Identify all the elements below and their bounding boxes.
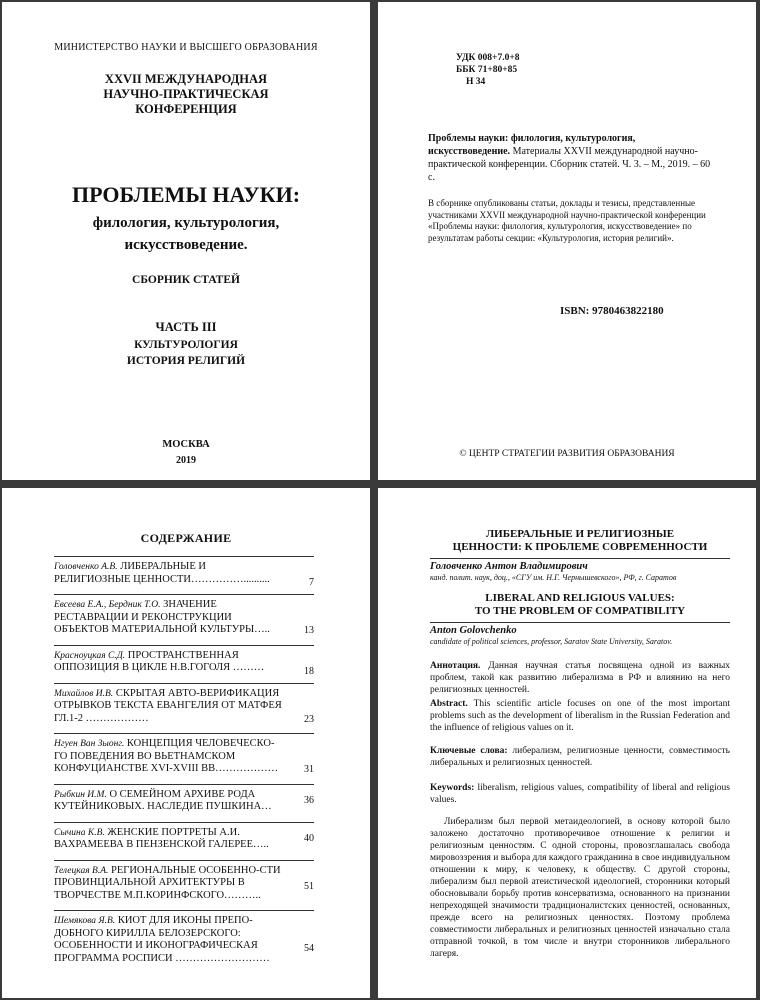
toc-author: Рыбкин И.М.: [54, 789, 107, 800]
abstract-en: [430, 698, 730, 734]
toc-entry[interactable]: [54, 784, 314, 822]
conference-line: XXVII МЕЖДУНАРОДНАЯ: [104, 72, 268, 86]
toc-page-number: 31: [304, 764, 314, 775]
title-line: ЦЕННОСТИ: К ПРОБЛЕМЕ СОВРЕМЕННОСТИ: [452, 541, 708, 553]
part-label: ЧАСТЬ III: [155, 320, 217, 334]
author-affiliation-en: candidate of political sciences, professor, Saratov State University, Saratov.: [430, 637, 673, 646]
toc-author: Телецкая В.А.: [54, 865, 109, 876]
toc-author: Сычина К.В.: [54, 827, 105, 838]
toc-list: [54, 556, 314, 973]
book-title: ПРОБЛЕМЫ НАУКИ:: [71, 182, 301, 207]
keywords-text: liberalism, religious values, compatibility of liberal and religious values.: [430, 783, 730, 805]
contents-page: [2, 488, 370, 998]
bib-details: Материалы XXVII международной научно-практической конференции. Сборник статей. Ч. 3. – М., 2019. – 60 с.: [428, 146, 711, 183]
toc-entry-title: РЕГИОНАЛЬНЫЕ ОСОБЕННО-СТИ ПРОВИНЦИАЛЬНОЙ АРХИТЕКТУРЫ В ТВОРЧЕСТВЕ М.П.КОРИНФСКОГО………..: [54, 864, 281, 901]
toc-author: Красноуцкая С.Д.: [54, 650, 126, 661]
author-name-en: Anton Golovchenko: [430, 622, 730, 636]
toc-entry[interactable]: [54, 594, 314, 645]
toc-page-number: 18: [304, 665, 314, 677]
article-body: Либерализм был первой метаидеологией, в основу которой было заложено достаточно противоречивое отношение к религии и религиозным ценностям. С одной стороны, провозглашалась свобода мировоззрения и выбора для каждого гражданина в свое индивидуальном отношении к миру, к человеку, к обществу. С другой стороны, либерализм был первой атеистической идеологией, сторонники который обосновывали борьбу против консерватизма, основанного на признании непреходящей значимости традиционалистских ценностей, основанных, прежде всего на религиозных ценностях. Поэтому проблема совместимости либеральных и религиозных ценностей изначально стала отправной точкой, в том числе и внутри сторонников либерального лагеря.: [430, 817, 730, 959]
bib-title: Проблемы науки: филология, культурология, искусствоведение.: [428, 133, 636, 157]
conference-heading: [2, 72, 370, 117]
conference-line: КОНФЕРЕНЦИЯ: [135, 102, 237, 116]
bibliographic-record: [428, 132, 718, 184]
toc-entry-title: ЗНАЧЕНИЕ РЕСТАВРАЦИИ И РЕКОНСТРУКЦИИ ОБЪЕКТОВ МАТЕРИАЛЬНОЙ КУЛЬТУРЫ…..: [54, 599, 270, 635]
city: МОСКВА: [162, 439, 210, 450]
annotation-text: Данная научная статья посвящена одной из важных проблем, такой как развитию либерализма в РФ и влиянию на него религиозных ценностей.: [430, 661, 730, 695]
toc-entry-title: ЖЕНСКИЕ ПОРТРЕТЫ А.И. ВАХРАМЕЕВА В ПЕНЗЕНСКОЙ ГАЛЕРЕЕ…..: [54, 826, 269, 850]
collection-abstract: В сборнике опубликованы статьи, доклады и тезисы, представленные участниками XXVII международной научно-практической конференции «Проблемы науки: филология, культурология, искусствоведение» по результатам работы секции: «Культурология, история религий».: [428, 198, 706, 243]
keywords-ru: [430, 745, 730, 769]
subtitle-line: филология, культурология,: [92, 215, 280, 231]
annotation-ru: [430, 660, 730, 696]
toc-page-number: 7: [309, 577, 314, 588]
toc-entry[interactable]: [54, 556, 314, 594]
title-line: TO THE PROBLEM OF COMPATIBILITY: [474, 605, 686, 617]
toc-page-number: 40: [304, 832, 314, 844]
bbk-code: ББК 71+80+85: [456, 65, 518, 75]
author-affiliation-ru: канд. полит. наук, доц., «СГУ им. Н.Г. Чернышевского», РФ, г. Саратов: [430, 573, 677, 582]
article-title-ru: [430, 528, 730, 554]
toc-author: Нгуен Ван Зыонг.: [54, 739, 125, 749]
isbn: ISBN: 9780463822180: [560, 305, 664, 317]
article-title-en: [430, 592, 730, 618]
toc-author: Головченко А.В.: [54, 562, 118, 572]
toc-entry[interactable]: [54, 683, 314, 734]
toc-entry[interactable]: [54, 645, 314, 683]
toc-entry[interactable]: [54, 822, 314, 860]
toc-author: Евсеева Е.А., Бердник Т.О.: [54, 600, 161, 610]
article-page: [378, 488, 756, 998]
toc-entry[interactable]: [54, 910, 314, 973]
toc-entry-title: ЛИБЕРАЛЬНЫЕ И РЕЛИГИОЗНЫЕ ЦЕННОСТИ……………..........: [54, 561, 270, 585]
section-label: КУЛЬТУРОЛОГИЯ: [134, 339, 238, 351]
keywords-en: [430, 782, 730, 806]
toc-author: Шемякова Я.В.: [54, 916, 116, 926]
toc-entry-title: СКРЫТАЯ АВТО-ВЕРИФИКАЦИЯ ОТРЫВКОВ ТЕКСТА ЕВАНГЕЛИЯ ОТ МАТФЕЯ ГЛ.1-2 ………………: [54, 687, 282, 724]
subtitle-line: искусствоведение.: [124, 237, 248, 253]
book-subtitle: [2, 212, 370, 256]
toc-page-number: 23: [304, 713, 314, 725]
toc-page-number: 13: [304, 625, 314, 636]
year: 2019: [176, 455, 196, 466]
classification-codes: [456, 52, 520, 88]
author-name-ru: Головченко Антон Владимирович: [430, 558, 730, 572]
title-line: LIBERAL AND RELIGIOUS VALUES:: [485, 592, 675, 604]
conference-line: НАУЧНО-ПРАКТИЧЕСКАЯ: [103, 87, 269, 101]
udk-code: УДК 008+7.0+8: [456, 53, 520, 63]
toc-page-number: 54: [304, 943, 314, 954]
copyright: © ЦЕНТР СТРАТЕГИИ РАЗВИТИЯ ОБРАЗОВАНИЯ: [459, 449, 675, 459]
toc-entry-title: ПРОСТРАНСТВЕННАЯ ОППОЗИЦИЯ В ЦИКЛЕ Н.В.ГОГОЛЯ ………: [54, 649, 265, 673]
toc-title: СОДЕРЖАНИЕ: [140, 531, 232, 545]
author-code: Н 34: [466, 77, 486, 87]
imprint-page: [378, 2, 756, 480]
toc-entry[interactable]: [54, 860, 314, 911]
toc-entry-title: КОНЦЕПЦИЯ ЧЕЛОВЕЧЕСКО-ГО ПОВЕДЕНИЯ ВО ВЬЕТНАМСКОМ КОНФУЦИАНСТВЕ XVI-XVIII ВВ………………: [54, 738, 279, 774]
collection-label: СБОРНИК СТАТЕЙ: [132, 274, 240, 286]
toc-page-number: 51: [304, 880, 314, 892]
section-label-2: ИСТОРИЯ РЕЛИГИЙ: [126, 355, 246, 367]
abstract-label: Abstract.: [430, 699, 468, 709]
abstract-text: This scientific article focuses on one of the most important problems such as the development of liberalism in the Russian Federation and the influence of religious values on it.: [430, 699, 730, 733]
keywords-label: Ключевые слова:: [430, 746, 508, 756]
keywords-label: Keywords:: [430, 783, 475, 793]
toc-page-number: 36: [304, 794, 314, 806]
annotation-label: Аннотация.: [430, 661, 481, 671]
toc-entry-title: КИОТ ДЛЯ ИКОНЫ ПРЕПО-ДОБНОГО КИРИЛЛА БЕЛОЗЕРСКОГО: ОСОБЕННОСТИ И ИКОНОГРАФИЧЕСКАЯ ПРОГРАММА РОСПИСИ ………………………: [54, 915, 270, 964]
toc-entry[interactable]: [54, 733, 314, 784]
toc-entry-title: О СЕМЕЙНОМ АРХИВЕ РОДА КУТЕЙНИКОВЫХ. НАСЛЕДИЕ ПУШКИНА…: [54, 788, 272, 812]
title-line: ЛИБЕРАЛЬНЫЕ И РЕЛИГИОЗНЫЕ: [485, 528, 675, 540]
toc-author: Михайлов И.В.: [54, 688, 114, 699]
ministry-line: МИНИСТЕРСТВО НАУКИ И ВЫСШЕГО ОБРАЗОВАНИЯ: [54, 42, 318, 53]
keywords-text: либерализм, религиозные ценности, совместимость либеральных и религиозных ценностей.: [430, 746, 730, 768]
title-page: [2, 2, 370, 480]
